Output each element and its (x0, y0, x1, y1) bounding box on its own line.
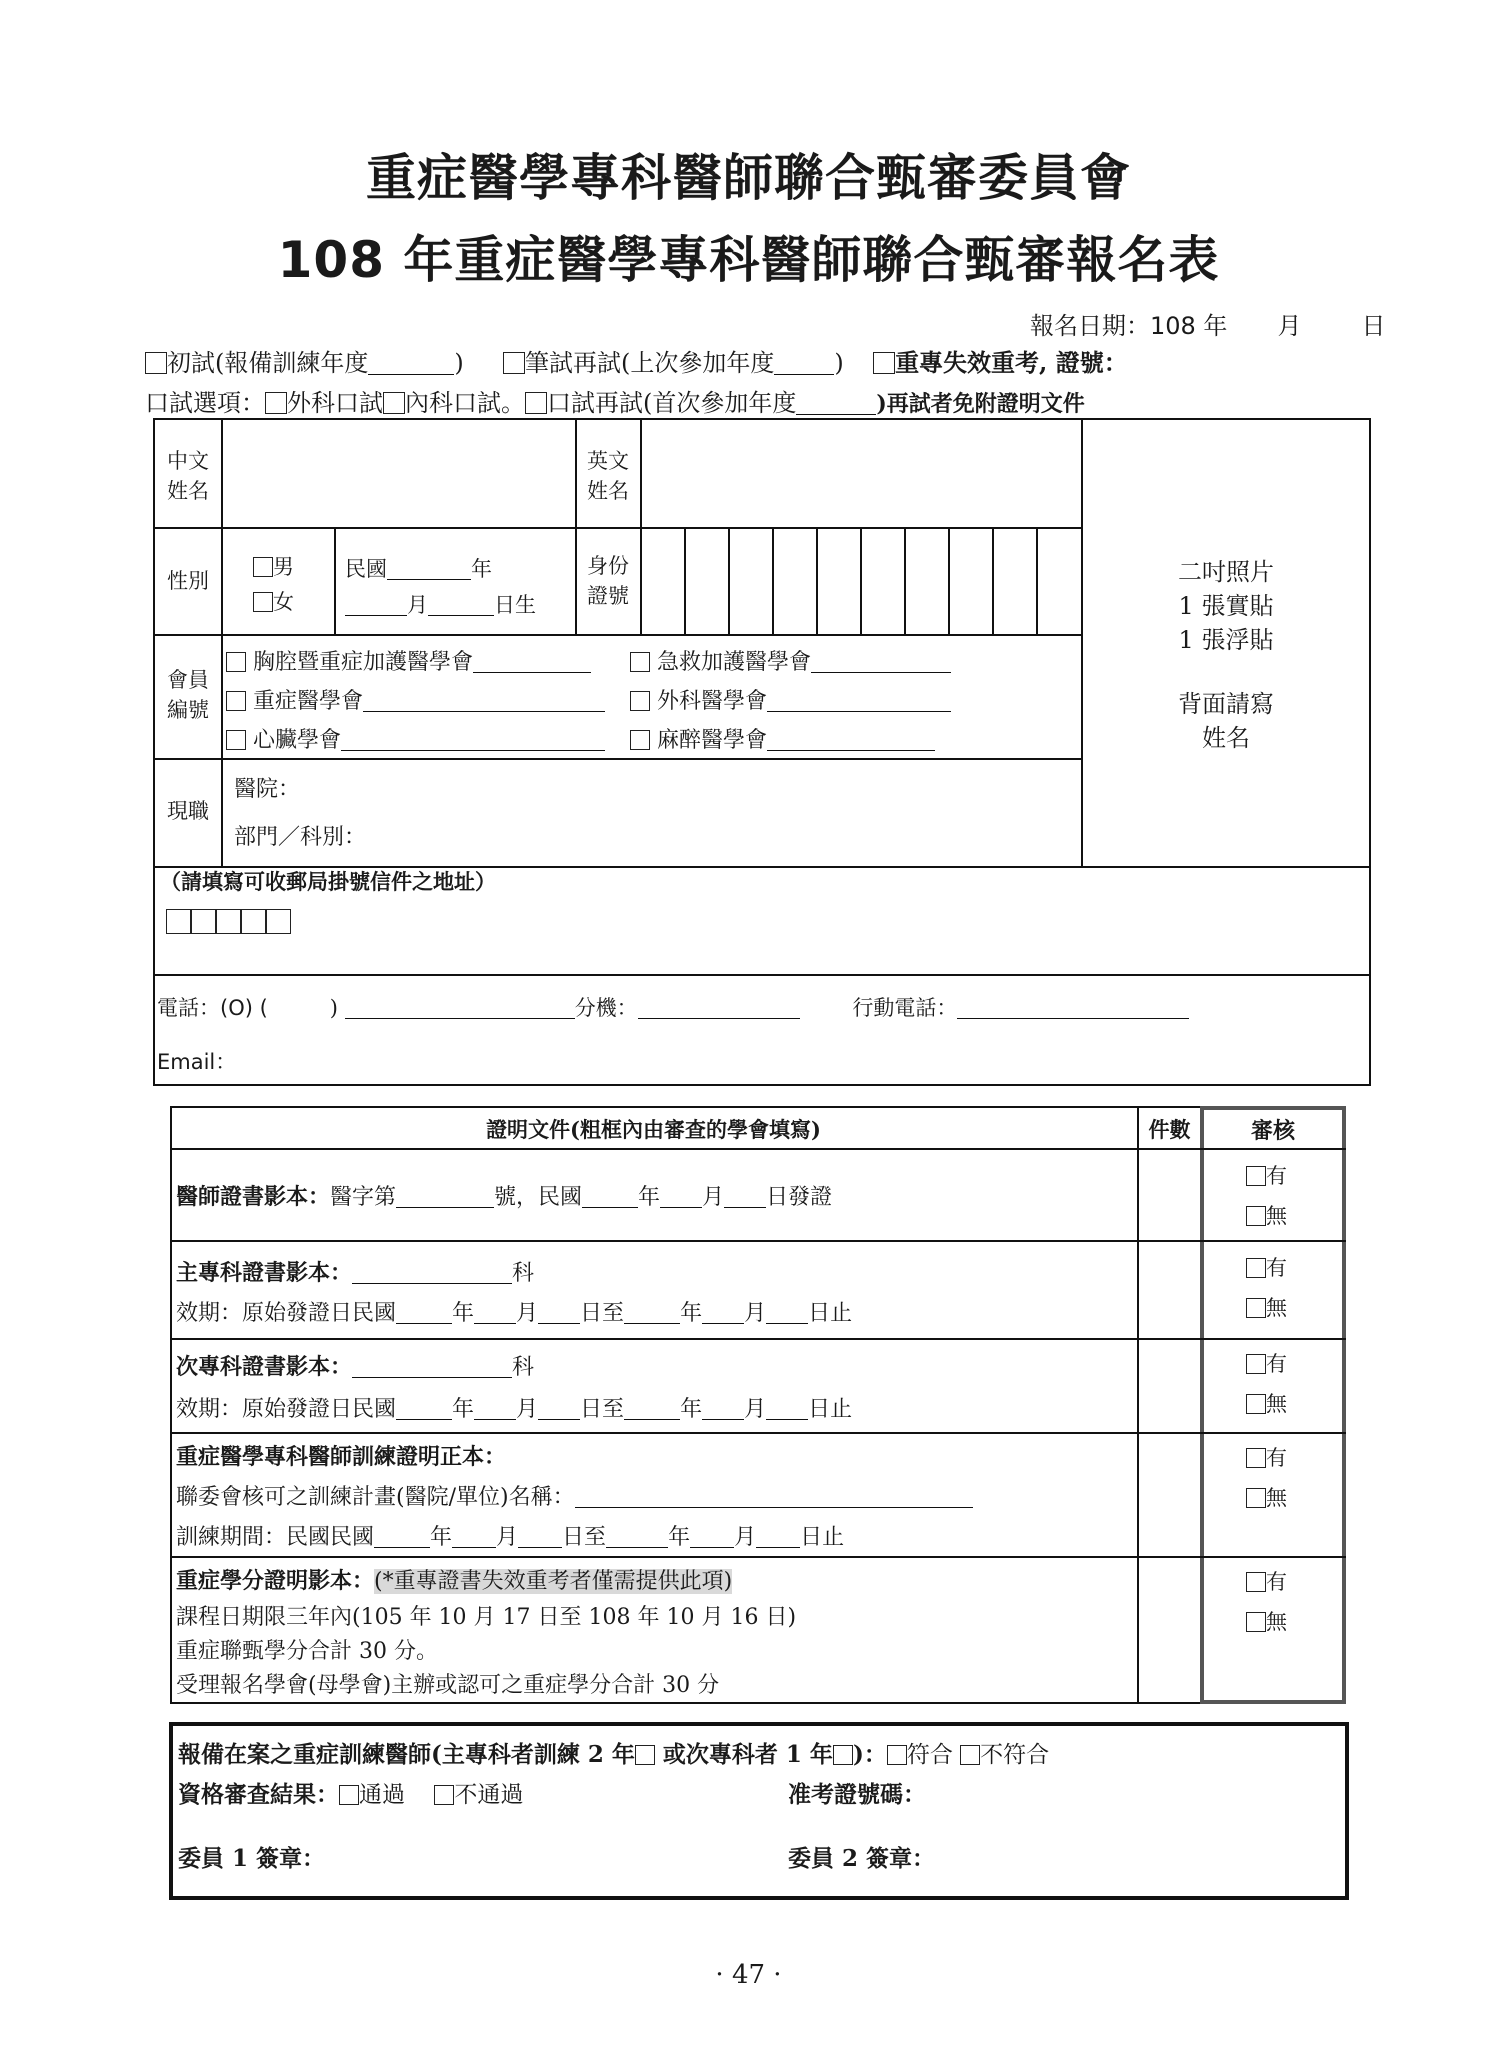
reexam-checkbox[interactable] (873, 352, 895, 374)
oral-retake-year-field[interactable] (796, 392, 876, 415)
no-checkbox[interactable] (1246, 1488, 1266, 1508)
birth-year-row: 民國 年 (345, 557, 492, 581)
doc4-period-row: 訓練期間：民國民國 年 月 日至 年 月 日止 (176, 1525, 845, 1550)
doc5-title-row: 重症學分證明影本：(*重專證書失效重考者僅需提供此項) (176, 1568, 733, 1594)
no-checkbox[interactable] (1246, 1298, 1266, 1318)
birth-md-row: 月 日生 (345, 589, 536, 619)
conform-checkbox[interactable] (887, 1745, 907, 1765)
review-doc4: 有 無 (1246, 1438, 1287, 1518)
email-field[interactable]: Email： (157, 1050, 237, 1074)
society-checkbox[interactable] (226, 652, 246, 672)
birth-month-field[interactable] (345, 593, 407, 616)
id-number-label: 身份 證號 (587, 554, 629, 608)
postal-digit-box[interactable] (191, 909, 216, 934)
doc3-title-row: 次專科證書影本： 科 (176, 1354, 535, 1380)
society-number-field[interactable] (363, 689, 605, 712)
oral-retake-checkbox[interactable] (525, 392, 547, 414)
gender-female-option[interactable]: 女 (253, 586, 294, 616)
male-checkbox[interactable] (253, 557, 273, 577)
doc2-title-row: 主專科證書影本： 科 (176, 1260, 535, 1286)
extension-field[interactable] (638, 996, 800, 1019)
society-number-field[interactable] (767, 689, 951, 712)
gender-male-option[interactable]: 男 (253, 551, 294, 581)
society-checkbox[interactable] (226, 730, 246, 750)
count-header: 件數 (1148, 1117, 1191, 1142)
page-title: 重症醫學專科醫師聯合甄審委員會 (366, 149, 1131, 207)
address-note: （請填寫可收郵局掛號信件之地址） (160, 869, 496, 894)
postal-digit-box[interactable] (266, 909, 291, 934)
yes-checkbox[interactable] (1246, 1448, 1266, 1468)
photo-area: 二吋照片 1 張實貼 1 張浮貼 背面請寫 姓名 (1178, 558, 1274, 752)
female-checkbox[interactable] (253, 592, 273, 612)
en-name-label: 英文 姓名 (587, 449, 629, 503)
society-checkbox[interactable] (226, 691, 246, 711)
no-checkbox[interactable] (1246, 1206, 1266, 1226)
doc5-line3: 受理報名學會(母學會)主辦或認可之重症學分合計 30 分 (176, 1673, 720, 1698)
postal-digit-box[interactable] (166, 909, 191, 934)
society-checkbox[interactable] (630, 730, 650, 750)
not-conform-checkbox[interactable] (960, 1745, 980, 1765)
written-retake-year-field[interactable] (774, 352, 834, 375)
review-doc1: 有 無 (1246, 1156, 1287, 1236)
gender-label: 性別 (167, 569, 209, 593)
birth-day-field[interactable] (428, 593, 494, 616)
society-row-1: 胸腔暨重症加護醫學會 (226, 645, 591, 676)
yes-checkbox[interactable] (1246, 1258, 1266, 1278)
hospital-field[interactable]: 醫院： (234, 777, 301, 802)
no-checkbox[interactable] (1246, 1612, 1266, 1632)
society-row-3b: 麻醉醫學會 (630, 723, 935, 754)
birth-year-field[interactable] (387, 557, 471, 580)
postal-code-boxes[interactable] (166, 909, 291, 935)
society-number-field[interactable] (767, 728, 935, 751)
qualification-result-row: 資格審查結果： 通過 不通過 (178, 1781, 524, 1808)
cn-name-label: 中文 姓名 (167, 449, 209, 503)
oral-option-row: 口試選項： 外科口試 內科口試。 口試再試(首次參加年度 )再試者免附證明文件 (145, 389, 1085, 417)
no-checkbox[interactable] (1246, 1394, 1266, 1414)
committee-sign-2: 委員 2 簽章： (788, 1845, 936, 1872)
review-doc3: 有 無 (1246, 1344, 1287, 1424)
first-exam-checkbox[interactable] (145, 352, 167, 374)
society-row-1b: 急救加護醫學會 (630, 645, 951, 676)
society-number-field[interactable] (811, 650, 951, 673)
cn-name-field[interactable] (224, 420, 572, 525)
society-row-3: 心臟學會 (226, 723, 605, 754)
application-date: 報名日期：108 年 月 日 (1030, 312, 1386, 340)
exam-type-row: 初試(報備訓練年度 ) 筆試再試(上次參加年度 ) 重專失效重考, 證號： (145, 343, 1128, 378)
society-row-2: 重症醫學會 (226, 684, 605, 715)
review-doc5: 有 無 (1246, 1562, 1287, 1642)
page-number: · 47 · (715, 1960, 782, 1990)
yes-checkbox[interactable] (1246, 1572, 1266, 1592)
doc-header: 證明文件(粗框內由審查的學會填寫) (486, 1117, 821, 1142)
surgical-oral-checkbox[interactable] (265, 392, 287, 414)
society-checkbox[interactable] (630, 691, 650, 711)
main-specialty-checkbox[interactable] (635, 1745, 655, 1765)
committee-sign-1: 委員 1 簽章： (178, 1845, 326, 1872)
current-job-label: 現職 (167, 799, 209, 823)
mobile-field[interactable] (957, 996, 1189, 1019)
training-registration-row: 報備在案之重症訓練醫師(主專科者訓練 2 年 或次專科者 1 年 )： 符合 不符合 (178, 1741, 1050, 1768)
doc2-validity-row: 效期：原始發證日民國 年 月 日至 年 月 日止 (176, 1301, 853, 1326)
society-number-field[interactable] (473, 650, 591, 673)
pass-checkbox[interactable] (339, 1785, 359, 1805)
review-header: 審核 (1250, 1118, 1295, 1144)
doc5-line1: 課程日期限三年內(105 年 10 月 17 日至 108 年 10 月 16 日) (176, 1605, 797, 1630)
fail-checkbox[interactable] (434, 1785, 454, 1805)
yes-checkbox[interactable] (1246, 1354, 1266, 1374)
doc4-title: 重症醫學專科醫師訓練證明正本： (176, 1444, 507, 1470)
internal-oral-checkbox[interactable] (383, 392, 405, 414)
review-doc2: 有 無 (1246, 1248, 1287, 1328)
form-title: 108 年重症醫學專科醫師聯合甄審報名表 (277, 231, 1220, 289)
society-number-field[interactable] (341, 728, 605, 751)
sub-specialty-checkbox[interactable] (833, 1745, 853, 1765)
postal-digit-box[interactable] (241, 909, 266, 934)
en-name-field[interactable] (643, 420, 1079, 525)
department-field[interactable]: 部門／科別： (234, 825, 367, 850)
ticket-number-label: 准考證號碼： (788, 1781, 926, 1808)
doc4-plan-row: 聯委會核可之訓練計畫(醫院/單位)名稱： (176, 1480, 973, 1511)
doc1-row: 醫師證書影本：醫字第 號，民國 年 月 日發證 (176, 1184, 833, 1210)
phone-row: 電話：(O) ( ) 分機： 行動電話： (157, 992, 1189, 1022)
first-exam-year-field[interactable] (368, 352, 454, 375)
society-checkbox[interactable] (630, 652, 650, 672)
written-retake-checkbox[interactable] (503, 352, 525, 374)
postal-digit-box[interactable] (216, 909, 241, 934)
member-number-label: 會員 編號 (167, 668, 209, 722)
doc3-validity-row: 效期：原始發證日民國 年 月 日至 年 月 日止 (176, 1397, 853, 1422)
yes-checkbox[interactable] (1246, 1166, 1266, 1186)
doc5-line2: 重症聯甄學分合計 30 分。 (176, 1639, 438, 1664)
society-row-2b: 外科醫學會 (630, 684, 951, 715)
phone-field[interactable] (345, 996, 575, 1019)
